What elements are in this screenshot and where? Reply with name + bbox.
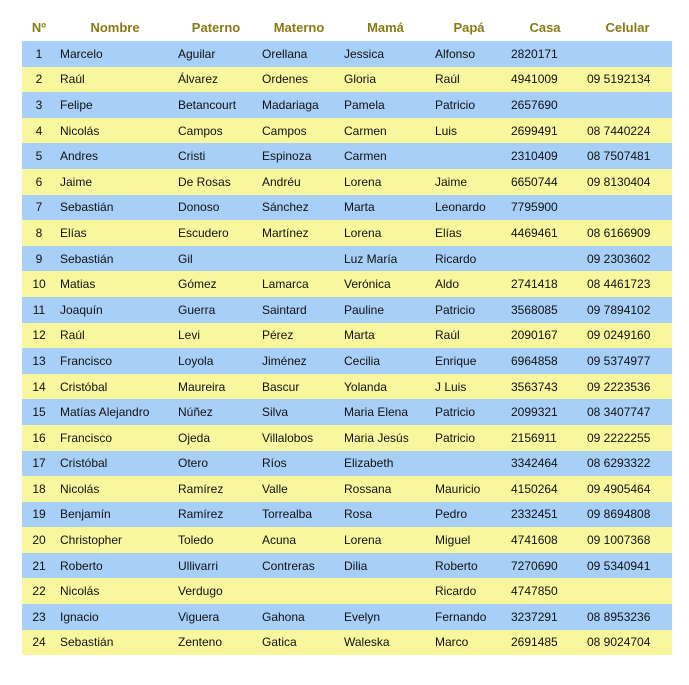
table-row [22,169,672,195]
papa-cell [431,143,507,169]
number-cell: 16 [32,430,46,445]
number-cell: 2 [35,72,43,87]
papa-cell: Mauricio [435,481,481,496]
celular-cell: 08 7507481 [587,149,651,164]
materno-cell: Bascur [262,379,300,394]
nombre-cell: Andres [60,149,99,164]
casa-cell: 2310409 [511,149,558,164]
number-cell: 18 [32,481,46,496]
materno-cell: Silva [262,405,289,420]
paterno-cell: Toledo [178,533,214,548]
materno-cell [258,578,340,604]
papa-cell: Fernando [435,609,487,624]
celular-cell: 09 8130404 [587,174,651,189]
number-cell: 17 [32,456,46,471]
casa-cell: 2090167 [511,328,558,343]
mama-cell: Rosa [344,507,373,522]
table-row [22,527,672,553]
table-row [22,41,672,67]
casa-cell: 2691485 [511,635,558,650]
materno-cell: Contreras [262,558,315,573]
paterno-cell: De Rosas [178,174,231,189]
materno-cell: Sánchez [262,200,309,215]
materno-cell: Valle [262,481,288,496]
nombre-cell: Sebastián [60,200,114,215]
paterno-cell: Campos [178,123,223,138]
paterno-cell: Ramírez [178,507,224,522]
nombre-cell: Cristóbal [60,379,108,394]
nombre-cell: Nicolás [60,481,100,496]
mama-cell: Lorena [344,174,382,189]
materno-cell: Ríos [262,456,287,471]
mama-cell: Dilia [344,558,368,573]
nombre-cell: Francisco [60,430,113,445]
materno-cell: Jiménez [262,353,307,368]
celular-cell: 09 0249160 [587,328,651,343]
celular-cell: 09 7894102 [587,302,651,317]
paterno-cell: Ramírez [178,481,224,496]
papa-cell: Enrique [435,353,477,368]
table-row [22,451,672,477]
nombre-cell: Elías [60,225,87,240]
celular-cell: 09 5374977 [587,353,651,368]
header-row [22,14,672,41]
mama-cell: Maria Jesús [344,430,409,445]
casa-cell: 2099321 [511,405,558,420]
header-paterno: Paterno [191,20,241,35]
nombre-cell: Sebastián [60,251,114,266]
number-cell: 1 [35,46,43,61]
casa-cell: 4747850 [511,584,558,599]
mama-cell: Elizabeth [344,456,394,471]
mama-cell: Luz María [344,251,398,266]
nombre-cell: Felipe [60,97,93,112]
casa-cell: 4741608 [511,533,558,548]
number-cell: 3 [35,97,43,112]
papa-cell: Luis [435,123,458,138]
materno-cell: Saintard [262,302,307,317]
celular-cell [583,92,672,118]
casa-cell: 4941009 [511,72,558,87]
mama-cell: Rossana [344,481,392,496]
number-cell: 14 [32,379,46,394]
number-cell: 20 [32,533,46,548]
celular-cell: 08 7440224 [587,123,651,138]
mama-cell: Cecilia [344,353,381,368]
paterno-cell: Gil [178,251,193,266]
paterno-cell: Aguilar [178,46,216,61]
mama-cell: Lorena [344,533,382,548]
paterno-cell: Álvarez [178,72,219,87]
mama-cell: Gloria [344,72,377,87]
paterno-cell: Levi [178,328,201,343]
celular-cell: 09 1007368 [587,533,651,548]
celular-cell [583,41,672,67]
papa-cell: Miguel [435,533,471,548]
paterno-cell: Maureira [178,379,226,394]
papa-cell: Roberto [435,558,478,573]
number-cell: 15 [32,405,46,420]
header-number: Nº [31,20,47,35]
paterno-cell: Loyola [178,353,214,368]
table-row [22,553,672,579]
paterno-cell: Otero [178,456,209,471]
casa-cell: 6650744 [511,174,558,189]
table-row [22,374,672,400]
paterno-cell: Escudero [178,225,229,240]
paterno-cell: Viguera [178,609,220,624]
mama-cell: Carmen [344,149,387,164]
celular-cell [583,195,672,221]
table-row [22,425,672,451]
celular-cell: 09 2222255 [587,430,651,445]
table-row [22,502,672,528]
casa-cell: 2741418 [511,277,558,292]
header-celular: Celular [605,20,650,35]
nombre-cell: Nicolás [60,123,100,138]
table-row [22,630,672,656]
papa-cell: Ricardo [435,251,477,266]
table-row [22,220,672,246]
nombre-cell: Nicolás [60,584,100,599]
number-cell: 12 [32,328,46,343]
mama-cell: Yolanda [344,379,387,394]
materno-cell: Andréu [262,174,301,189]
casa-cell: 3342464 [511,456,558,471]
mama-cell: Marta [344,328,375,343]
materno-cell: Espinoza [262,149,312,164]
papa-cell: Patricio [435,405,476,420]
papa-cell [431,451,507,477]
papa-cell: Raúl [435,72,460,87]
paterno-cell: Guerra [178,302,216,317]
casa-cell: 2699491 [511,123,558,138]
table-row [22,271,672,297]
papa-cell: Jaime [435,174,468,189]
number-cell: 9 [35,251,43,266]
materno-cell: Orellana [262,46,308,61]
mama-cell: Evelyn [344,609,381,624]
nombre-cell: Sebastián [60,635,114,650]
table-row [22,297,672,323]
casa-cell: 2156911 [511,430,557,445]
header-nombre: Nombre [90,20,140,35]
number-cell: 23 [32,609,46,624]
mama-cell: Waleska [344,635,390,650]
table-row [22,476,672,502]
table-row [22,143,672,169]
table-row [22,67,672,93]
nombre-cell: Francisco [60,353,113,368]
nombre-cell: Jaime [60,174,93,189]
celular-cell: 08 6166909 [587,225,651,240]
papa-cell: Alfonso [435,46,476,61]
casa-cell: 4150264 [511,481,558,496]
casa-cell: 7270690 [511,558,558,573]
celular-cell: 08 3407747 [587,405,651,420]
nombre-cell: Benjamín [60,507,111,522]
number-cell: 19 [32,507,46,522]
celular-cell: 09 5340941 [587,558,651,573]
celular-cell: 09 5192134 [587,72,651,87]
casa-cell [507,246,583,272]
casa-cell: 3568085 [511,302,558,317]
header-casa: Casa [529,20,561,35]
mama-cell: Lorena [344,225,382,240]
nombre-cell: Matias [60,277,96,292]
celular-cell: 09 4905464 [587,481,651,496]
table-row [22,578,672,604]
number-cell: 22 [32,584,46,599]
number-cell: 10 [32,277,46,292]
celular-cell: 09 2223536 [587,379,651,394]
number-cell: 21 [32,558,46,573]
table-row [22,92,672,118]
materno-cell: Pérez [262,328,294,343]
nombre-cell: Raúl [60,328,85,343]
table-row [22,604,672,630]
header-materno: Materno [273,20,325,35]
casa-cell: 2820171 [511,46,558,61]
casa-cell: 3563743 [511,379,558,394]
number-cell: 24 [32,635,46,650]
papa-cell: Elías [435,225,462,240]
nombre-cell: Raúl [60,72,85,87]
casa-cell: 2332451 [511,507,558,522]
papa-cell: Leonardo [435,200,486,215]
materno-cell [258,246,340,272]
nombre-cell: Joaquín [60,302,103,317]
nombre-cell: Matías Alejandro [60,405,150,420]
nombre-cell: Ignacio [60,609,99,624]
paterno-cell: Zenteno [178,635,223,650]
casa-cell: 2657690 [511,97,558,112]
mama-cell: Verónica [344,277,391,292]
table-row [22,323,672,349]
paterno-cell: Gómez [178,277,217,292]
paterno-cell: Ullivarri [178,558,218,573]
materno-cell: Gatica [262,635,297,650]
paterno-cell: Betancourt [178,97,237,112]
papa-cell: Ricardo [435,584,477,599]
number-cell: 8 [35,225,43,240]
paterno-cell: Ojeda [178,430,211,445]
nombre-cell: Christopher [60,533,123,548]
mama-cell [340,578,431,604]
casa-cell: 4469461 [511,225,558,240]
materno-cell: Torrealba [262,507,313,522]
materno-cell: Lamarca [262,277,309,292]
celular-cell: 08 6293322 [587,456,651,471]
materno-cell: Martínez [262,225,309,240]
number-cell: 7 [35,200,43,215]
header-papa: Papá [453,20,485,35]
table-row [22,399,672,425]
celular-cell: 08 9024704 [587,635,651,650]
materno-cell: Campos [262,123,307,138]
casa-cell: 7795900 [511,200,558,215]
papa-cell: Patricio [435,302,476,317]
mama-cell: Carmen [344,123,387,138]
table-body [22,41,672,655]
celular-cell [583,578,672,604]
papa-cell: J Luis [435,379,467,394]
papa-cell: Pedro [435,507,468,522]
table-row [22,195,672,221]
papa-cell: Aldo [435,277,460,292]
mama-cell: Pamela [344,97,385,112]
materno-cell: Acuna [262,533,297,548]
casa-cell: 3237291 [511,609,558,624]
materno-cell: Gahona [262,609,305,624]
nombre-cell: Cristóbal [60,456,108,471]
materno-cell: Villalobos [262,430,314,445]
mama-cell: Jessica [344,46,385,61]
celular-cell: 08 8953236 [587,609,651,624]
number-cell: 11 [32,302,46,317]
paterno-cell: Verdugo [178,584,223,599]
papa-cell: Patricio [435,97,476,112]
mama-cell: Maria Elena [344,405,409,420]
contacts-table [22,14,672,655]
casa-cell: 6964858 [511,353,558,368]
materno-cell: Madariaga [262,97,319,112]
header-mama: Mamá [367,20,404,35]
papa-cell: Patricio [435,430,476,445]
nombre-cell: Marcelo [60,46,103,61]
table-row [22,118,672,144]
papa-cell: Raúl [435,328,460,343]
mama-cell: Pauline [344,302,385,317]
number-cell: 6 [35,174,43,189]
papa-cell: Marco [435,635,469,650]
celular-cell: 09 8694808 [587,507,651,522]
paterno-cell: Núñez [178,405,213,420]
paterno-cell: Cristi [178,149,206,164]
number-cell: 5 [35,149,43,164]
celular-cell: 08 4461723 [587,277,651,292]
table-row [22,348,672,374]
materno-cell: Ordenes [262,72,309,87]
celular-cell: 09 2303602 [587,251,651,266]
paterno-cell: Donoso [178,200,220,215]
nombre-cell: Roberto [60,558,103,573]
number-cell: 13 [32,353,46,368]
number-cell: 4 [35,123,43,138]
table-row [22,246,672,272]
mama-cell: Marta [344,200,375,215]
